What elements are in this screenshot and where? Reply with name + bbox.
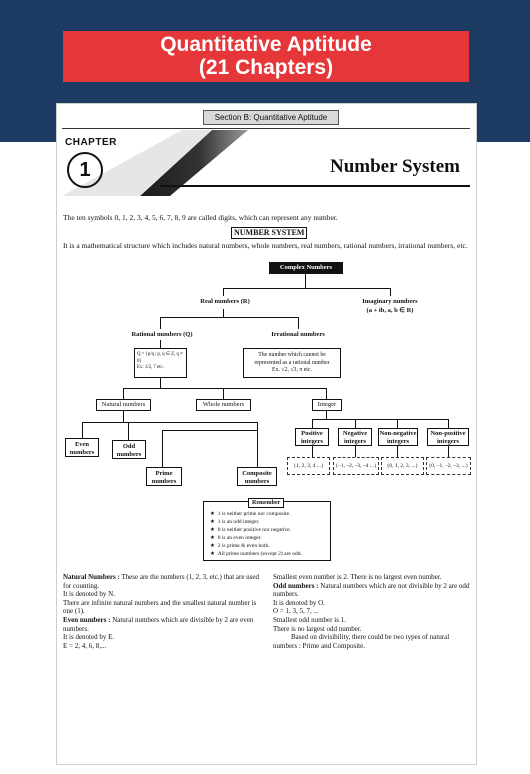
irrational-definition-line-1: The number which cannot be xyxy=(258,352,326,358)
no-largest-odd: There is no largest odd number. xyxy=(273,624,362,633)
remember-item: ★ 0 is an even integer. xyxy=(210,535,262,541)
chapter-label: CHAPTER xyxy=(65,137,117,148)
chapter-rule xyxy=(160,185,470,187)
number-system-heading: NUMBER SYSTEM xyxy=(231,227,307,239)
chapter-number: 1 xyxy=(67,152,103,188)
odd-denoted: It is denoted by O. xyxy=(273,598,325,607)
node-rational-numbers: Rational numbers (Q) xyxy=(131,331,193,338)
irrational-definition-line-2: represented as a rational number xyxy=(254,359,330,366)
node-integer: Integer xyxy=(312,399,342,411)
title-banner xyxy=(63,31,469,82)
header-rule xyxy=(62,128,470,129)
node-whole-numbers: Whole numbers xyxy=(196,399,251,411)
irrational-definition-example: Ex. √2, √3, π etc. xyxy=(272,367,312,373)
banner-line-2: (21 Chapters) xyxy=(198,56,334,79)
node-imaginary-numbers: Imaginary numbers xyxy=(362,298,418,305)
natural-infinite: There are infinite natural numbers and the smallest natural number is one (1). xyxy=(63,598,257,616)
remember-item: ★ All prime numbers (except 2) are odd. xyxy=(210,551,302,557)
left-column xyxy=(63,573,263,650)
chapter-title: Number System xyxy=(330,156,461,177)
natural-denoted: It is denoted by N. xyxy=(63,590,115,599)
node-imaginary-definition: (a + ib, a, b ∈ R) xyxy=(366,307,414,314)
node-prime-numbers: Prime numbers xyxy=(146,467,182,486)
rational-definition-set: Q = {p/q | p, q ∈ Z, q ≠ 0} xyxy=(137,352,183,364)
remember-item: ★ 0 is neither positive nor negative. xyxy=(210,527,292,533)
node-even-numbers: Even numbers xyxy=(65,438,99,457)
even-denoted: It is denoted by E. xyxy=(63,633,115,642)
set-non-negative-integers: {0, 1, 2, 3, ...} xyxy=(381,457,424,475)
number-system-description: It is a mathematical structure which includes natural numbers, whole numbers, real numbers, rational numbers, irrational numbers, etc. xyxy=(63,241,468,250)
even-numbers-definition: Even numbers : Natural numbers which are divisible by 2 are even numbers. xyxy=(63,615,254,633)
set-positive-integers: {1, 2, 3, 4 ...} xyxy=(287,457,330,475)
remember-item: ★ 2 is prime & even both. xyxy=(210,543,270,549)
section-tag: Section B: Quantitative Aptitude xyxy=(203,110,339,125)
smallest-odd: Smallest odd number is 1. xyxy=(273,615,346,624)
smallest-even: Smallest even number is 2. There is no largest even number. xyxy=(273,573,442,581)
rational-definition-example: Ex: 1/2, 7 etc. xyxy=(137,365,164,370)
set-negative-integers: {–1, –2, –3, –4 ...} xyxy=(333,457,379,475)
rational-definition-box xyxy=(134,348,187,378)
remember-title: Remember xyxy=(248,498,284,508)
even-set: E = 2, 4, 6, 8,... xyxy=(63,641,107,650)
remember-item: ★ 1 is an odd integer. xyxy=(210,519,260,525)
node-negative-integers: Negative integers xyxy=(338,428,372,446)
node-irrational-numbers: Irrational numbers xyxy=(271,331,325,338)
intro-paragraph: The ten symbols 0, 1, 2, 3, 4, 5, 6, 7, 8, 9 are called digits, which can represent any number. xyxy=(63,213,338,222)
banner-line-1: Quantitative Aptitude xyxy=(160,33,372,56)
node-non-negative-integers: Non-negative integers xyxy=(379,430,417,445)
remember-item: ★ 1 is neither prime nor composite. xyxy=(210,511,291,517)
divisibility-note: Based on divisibility, there could be two types of natural numbers : Prime and Composite. xyxy=(273,633,450,650)
node-real-numbers: Real numbers (R) xyxy=(200,298,250,305)
node-non-positive-integers: Non-positive integers xyxy=(427,428,469,446)
node-odd-numbers: Odd numbers xyxy=(112,440,146,459)
natural-numbers-definition: Natural Numbers : These are the numbers (1, 2, 3, etc.) that are used for counting. xyxy=(63,573,260,590)
node-composite-numbers: Composite numbers xyxy=(237,467,277,486)
set-non-positive-integers: {0, –1, –2, –3, ...} xyxy=(426,457,471,475)
node-complex-numbers: Complex Numbers xyxy=(269,262,343,274)
node-positive-integers: Positive integers xyxy=(295,428,329,446)
odd-numbers-definition: Odd numbers : Natural numbers which are not divisible by 2 are odd numbers. xyxy=(273,581,470,599)
odd-set: O = 1, 3, 5, 7, ... xyxy=(273,607,319,616)
right-column xyxy=(273,573,473,650)
node-natural-numbers: Natural numbers xyxy=(96,399,151,411)
irrational-definition-box xyxy=(243,348,341,378)
